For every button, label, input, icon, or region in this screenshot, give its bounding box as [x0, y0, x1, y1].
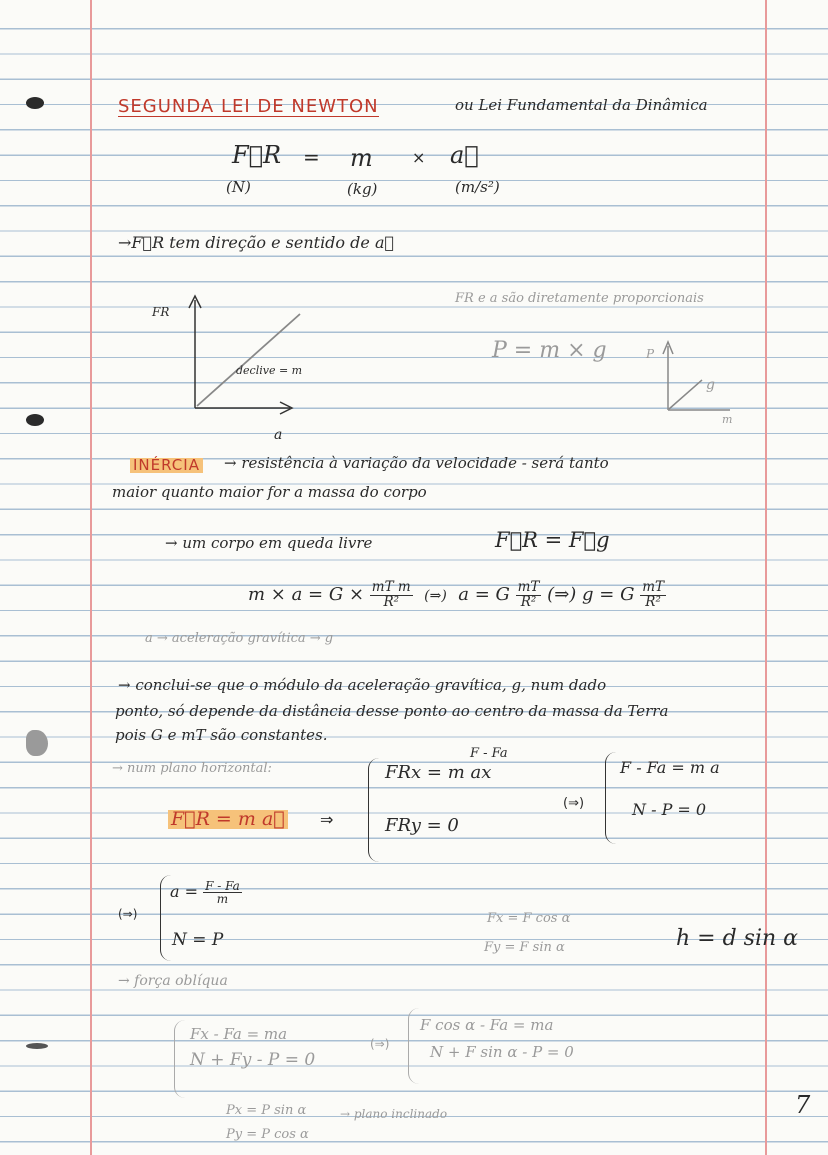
brace-oblique-1	[174, 1020, 185, 1098]
formula-weight: P = m × g	[492, 338, 607, 363]
sys2-row1: F - Fa = m a	[620, 758, 720, 777]
graph2-y-label: P	[646, 347, 655, 361]
result-row1: a = $\frac{F - Fa}{m}$	[170, 879, 240, 906]
gravity-mid: a = G	[458, 584, 510, 605]
horizontal-label: → num plano horizontal:	[112, 761, 272, 776]
brace-oblique-2	[408, 1008, 419, 1084]
formula-height: h = d sin α	[676, 926, 799, 951]
formula-times: ×	[412, 148, 426, 167]
note-g: a → aceleração gravítica → g	[145, 631, 334, 646]
oblique-label: → força oblíqua	[118, 973, 228, 989]
unit-force: (N)	[226, 178, 251, 196]
brace-horizontal-1	[368, 758, 379, 862]
sys1-top-note: F - Fa	[470, 746, 508, 761]
left-margin-line	[90, 0, 92, 1155]
oblique-sys1-row1: Fx - Fa = ma	[190, 1025, 288, 1043]
graph1-x-label: a	[274, 427, 283, 443]
component-fy: Fy = F sin α	[484, 940, 565, 955]
conclusion-line1: → conclui-se que o módulo da aceleração gravítica, g, num dado	[118, 676, 607, 694]
graph2-line-label: g	[706, 377, 715, 393]
sys1-row2: FRy = 0	[385, 815, 459, 836]
sys-iff: (⇒)	[563, 796, 585, 811]
result-row2: N = P	[172, 930, 224, 950]
inertia-line1: → resistência à variação da velocidade - será tanto	[224, 454, 609, 472]
note-proportional: FR e a são diretamente proporcionais	[455, 291, 704, 306]
heading-subtitle: ou Lei Fundamental da Dinâmica	[455, 96, 708, 114]
conclusion-line2: ponto, só depende da distância desse ponto ao centro da massa da Terra	[115, 702, 669, 720]
gravity-iff-1: (⇒)	[424, 588, 447, 604]
free-fall-text: → um corpo em queda livre	[165, 534, 373, 552]
formula-fr: F⃗R	[232, 141, 282, 169]
unit-mass: (kg)	[347, 180, 378, 198]
right-margin-line	[765, 0, 767, 1155]
inertia-label: INÉRCIA	[130, 458, 203, 473]
binder-hole	[26, 1043, 48, 1049]
binder-ring	[26, 730, 48, 756]
horizontal-implies: ⇒	[320, 810, 334, 829]
formula-m: m	[350, 144, 373, 172]
graph1-line	[197, 314, 303, 406]
heading-title: SEGUNDA LEI DE NEWTON	[118, 96, 379, 117]
graph2-line	[669, 380, 702, 409]
gravity-fraction-3: $\frac{mT}{\text{R²}}$	[642, 579, 664, 610]
sys2-row2: N - P = 0	[632, 800, 707, 819]
horizontal-fr-eq: F⃗R = m a⃗	[168, 810, 288, 829]
conclusion-line3: pois G e mT são constantes.	[115, 726, 328, 744]
oblique-sys2-row2: N + F sin α - P = 0	[430, 1043, 574, 1061]
brace-horizontal-2	[605, 752, 616, 844]
free-fall-formula: F⃗R = F⃗g	[495, 528, 610, 552]
graph1-slope-label: declive = m	[236, 364, 303, 377]
incline-px: Px = P sin α	[226, 1103, 307, 1118]
binder-hole	[26, 414, 44, 426]
graph1-y-label: FR	[152, 305, 170, 319]
incline-py: Py = P cos α	[226, 1127, 309, 1142]
inertia-line2: maior quanto maior for a massa do corpo	[112, 483, 427, 501]
oblique-sys2-row1: F cos α - Fa = ma	[420, 1016, 554, 1034]
graph-force-acceleration	[150, 290, 303, 430]
gravity-iff-2: (⇒) g = G	[547, 584, 635, 605]
formula-eq: =	[303, 145, 320, 169]
oblique-iff: (⇒)	[370, 1037, 390, 1051]
oblique-sys1-row2: N + Fy - P = 0	[190, 1050, 316, 1070]
note-direction: →F⃗R tem direção e sentido de a⃗	[118, 233, 395, 252]
graph2-x-label: m	[722, 413, 733, 426]
graph-weight-mass	[660, 340, 750, 420]
binder-hole	[26, 97, 44, 109]
unit-acceleration: (m/s²)	[455, 178, 500, 196]
formula-a: a⃗	[450, 141, 479, 169]
page-number: 7	[795, 1091, 811, 1119]
gravity-eq	[248, 581, 666, 609]
result-iff: (⇒)	[118, 907, 138, 921]
component-fx: Fx = F cos α	[487, 911, 571, 926]
gravity-fraction-1: $\frac{\text{mT m}}{\text{R²}}$	[371, 579, 411, 610]
incline-note: → plano inclinado	[340, 1107, 448, 1121]
gravity-fraction-2: $\frac{mT}{\text{R²}}$	[517, 579, 540, 610]
sys1-row1: FRx = m ax	[385, 762, 492, 783]
gravity-lhs: m × a = G ×	[248, 584, 365, 605]
